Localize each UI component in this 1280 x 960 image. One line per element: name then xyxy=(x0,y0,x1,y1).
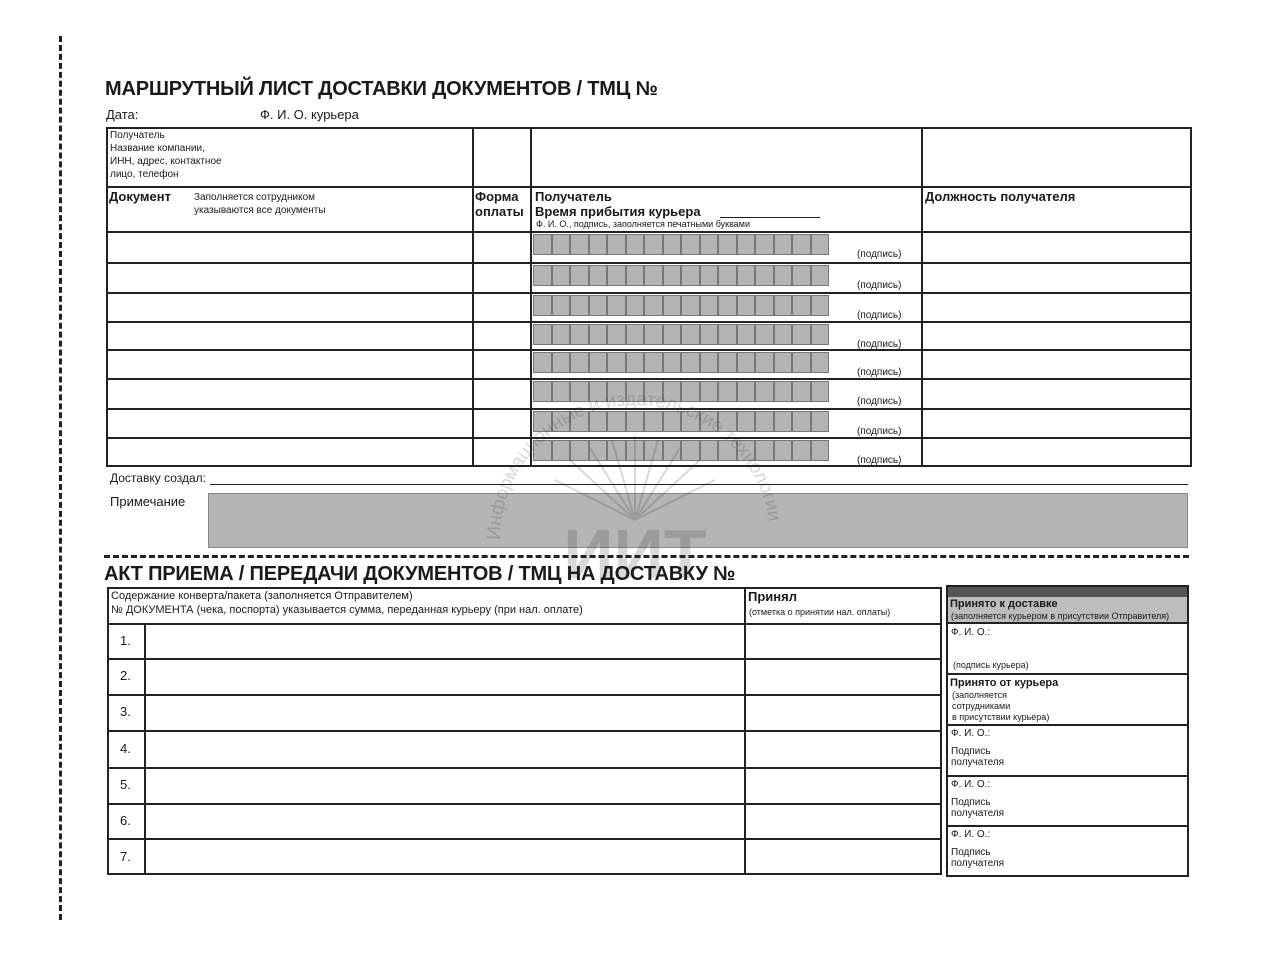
letter-cells-row[interactable] xyxy=(533,265,829,286)
signature-label: (подпись) xyxy=(857,455,902,466)
letter-cell[interactable] xyxy=(570,381,589,402)
letter-cell[interactable] xyxy=(607,295,626,316)
letter-cell[interactable] xyxy=(607,352,626,373)
letter-cell[interactable] xyxy=(755,234,774,255)
letter-cell[interactable] xyxy=(681,324,700,345)
letter-cell[interactable] xyxy=(811,411,830,432)
letter-cell[interactable] xyxy=(792,295,811,316)
letter-cell[interactable] xyxy=(533,295,552,316)
letter-cell[interactable] xyxy=(663,411,682,432)
letter-cell[interactable] xyxy=(663,324,682,345)
letter-cell[interactable] xyxy=(774,411,793,432)
letter-cell[interactable] xyxy=(718,234,737,255)
letter-cell[interactable] xyxy=(570,440,589,461)
signature-label: (подпись) xyxy=(857,280,902,291)
letter-cell[interactable] xyxy=(589,324,608,345)
letter-cell[interactable] xyxy=(626,324,645,345)
letter-cell[interactable] xyxy=(755,440,774,461)
letter-cell[interactable] xyxy=(644,295,663,316)
act-row-number: 3. xyxy=(120,704,131,719)
recipient-fio-label: Ф. И. О.: xyxy=(951,728,991,739)
letter-cell[interactable] xyxy=(552,295,571,316)
date-label: Дата: xyxy=(106,107,139,122)
letter-cell[interactable] xyxy=(607,324,626,345)
letter-cell[interactable] xyxy=(570,324,589,345)
col-payment: Форма оплаты xyxy=(475,189,524,219)
signature-label: (подпись) xyxy=(857,426,902,437)
letter-cell[interactable] xyxy=(533,324,552,345)
accepted-for-delivery: Принято к доставке xyxy=(950,598,1058,610)
sender-info: Получатель Название компании, ИНН, адрес, контактное лицо, телефон xyxy=(110,130,222,180)
letter-cell[interactable] xyxy=(774,295,793,316)
letter-cell[interactable] xyxy=(533,440,552,461)
recipient-fio-label: Ф. И. О.: xyxy=(951,829,991,840)
courier-label: Ф. И. О. курьера xyxy=(260,107,359,122)
letter-cell[interactable] xyxy=(792,411,811,432)
letter-cell[interactable] xyxy=(533,381,552,402)
letter-cell[interactable] xyxy=(681,352,700,373)
route-sheet-title: МАРШРУТНЫЙ ЛИСТ ДОСТАВКИ ДОКУМЕНТОВ / ТМЦ № xyxy=(105,78,658,100)
act-row-number: 6. xyxy=(120,812,131,828)
letter-cell[interactable] xyxy=(626,265,645,286)
letter-cell[interactable] xyxy=(792,234,811,255)
signature-label: (подпись) xyxy=(857,367,902,378)
letter-cell[interactable] xyxy=(700,234,719,255)
letter-cell[interactable] xyxy=(792,352,811,373)
letter-cell[interactable] xyxy=(626,234,645,255)
letter-cell[interactable] xyxy=(792,265,811,286)
col-document: Документ xyxy=(109,189,171,204)
letter-cell[interactable] xyxy=(700,352,719,373)
col-document-note: Заполняется сотрудником указываются все документы xyxy=(194,192,326,216)
letter-cell[interactable] xyxy=(589,295,608,316)
act-row-number: 7. xyxy=(120,848,131,864)
letter-cell[interactable] xyxy=(700,381,719,402)
letter-cell[interactable] xyxy=(626,352,645,373)
act-row-number: 1. xyxy=(120,632,131,648)
content-header-2: № ДОКУМЕНТА (чека, поспорта) указывается сумма, переданная курьеру (при нал. оплате) xyxy=(111,604,583,616)
letter-cell[interactable] xyxy=(644,352,663,373)
letter-cells-row[interactable] xyxy=(533,295,829,316)
letter-cell[interactable] xyxy=(737,440,756,461)
letter-cell[interactable] xyxy=(700,324,719,345)
letter-cell[interactable] xyxy=(811,324,830,345)
letter-cell[interactable] xyxy=(589,440,608,461)
tear-line xyxy=(104,555,1189,558)
letter-cell[interactable] xyxy=(737,352,756,373)
letter-cell[interactable] xyxy=(607,265,626,286)
act-row-number: 4. xyxy=(120,740,131,756)
letter-cell[interactable] xyxy=(811,234,830,255)
letter-cell[interactable] xyxy=(570,265,589,286)
letter-cell[interactable] xyxy=(552,381,571,402)
letter-cell[interactable] xyxy=(589,234,608,255)
letter-cell[interactable] xyxy=(607,440,626,461)
letter-cell[interactable] xyxy=(718,381,737,402)
letter-cell[interactable] xyxy=(737,411,756,432)
act-row-number: 5. xyxy=(120,777,131,792)
accepted-note: (отметка о принятии нал. оплаты) xyxy=(749,607,891,617)
letter-cell[interactable] xyxy=(774,324,793,345)
letter-cell[interactable] xyxy=(644,324,663,345)
note-label: Примечание xyxy=(110,494,186,509)
content-header-1: Содержание конверта/пакета (заполняется Отправителем) xyxy=(111,590,413,602)
col-recipient: Получатель xyxy=(535,189,612,204)
signature-label: (подпись) xyxy=(857,339,902,350)
letter-cell[interactable] xyxy=(552,440,571,461)
letter-cell[interactable] xyxy=(644,440,663,461)
letter-cell[interactable] xyxy=(663,265,682,286)
letter-cell[interactable] xyxy=(755,324,774,345)
letter-cell[interactable] xyxy=(681,265,700,286)
letter-cell[interactable] xyxy=(533,352,552,373)
letter-cell[interactable] xyxy=(774,265,793,286)
letter-cell[interactable] xyxy=(681,440,700,461)
letter-cell[interactable] xyxy=(570,411,589,432)
letter-cell[interactable] xyxy=(552,352,571,373)
signature-label: (подпись) xyxy=(857,396,902,407)
letter-cell[interactable] xyxy=(681,381,700,402)
act-row-number: 2. xyxy=(120,668,131,683)
courier-fio-label: Ф. И. О.: xyxy=(951,627,991,638)
accepted-from-courier: Принято от курьера xyxy=(950,677,1059,689)
letter-cell[interactable] xyxy=(570,295,589,316)
letter-cell[interactable] xyxy=(681,295,700,316)
act-title: АКТ ПРИЕМА / ПЕРЕДАЧИ ДОКУМЕНТОВ / ТМЦ НА ДОСТАВКУ № xyxy=(104,563,736,585)
signature-label: (подпись) xyxy=(857,249,902,260)
letter-cell[interactable] xyxy=(700,440,719,461)
letter-cell[interactable] xyxy=(718,440,737,461)
cut-line xyxy=(59,36,62,920)
letter-cell[interactable] xyxy=(663,352,682,373)
note-field[interactable] xyxy=(208,493,1188,548)
letter-cell[interactable] xyxy=(644,411,663,432)
letter-cell[interactable] xyxy=(792,440,811,461)
letter-cell[interactable] xyxy=(589,265,608,286)
letter-cell[interactable] xyxy=(700,411,719,432)
letter-cell[interactable] xyxy=(552,265,571,286)
letter-cell[interactable] xyxy=(663,381,682,402)
letter-cell[interactable] xyxy=(811,352,830,373)
col-position: Должность получателя xyxy=(925,189,1076,204)
letter-cell[interactable] xyxy=(663,440,682,461)
letter-cell[interactable] xyxy=(644,381,663,402)
letter-cell[interactable] xyxy=(700,295,719,316)
accepted-header: Принял xyxy=(748,589,797,604)
recipient-fio-label: Ф. И. О.: xyxy=(951,779,991,790)
recipient-signature-label: Подпись получателя xyxy=(951,746,1005,768)
letter-cell[interactable] xyxy=(718,265,737,286)
letter-cell[interactable] xyxy=(589,352,608,373)
letter-cell[interactable] xyxy=(718,295,737,316)
courier-signature-label: (подпись курьера) xyxy=(953,660,1029,670)
letter-cell[interactable] xyxy=(737,324,756,345)
letter-cell[interactable] xyxy=(626,381,645,402)
letter-cell[interactable] xyxy=(607,411,626,432)
letter-cell[interactable] xyxy=(811,265,830,286)
accepted-from-courier-note: (заполняется сотрудниками в присутствии курьера) xyxy=(952,690,1050,722)
letter-cell[interactable] xyxy=(755,295,774,316)
letter-cell[interactable] xyxy=(644,234,663,255)
letter-cells-row[interactable] xyxy=(533,381,829,402)
letter-cell[interactable] xyxy=(663,295,682,316)
letter-cell[interactable] xyxy=(755,352,774,373)
letter-cell[interactable] xyxy=(774,234,793,255)
letter-cell[interactable] xyxy=(811,440,830,461)
letter-cell[interactable] xyxy=(663,234,682,255)
letter-cells-row[interactable] xyxy=(533,440,829,461)
letter-cell[interactable] xyxy=(607,234,626,255)
letter-cell[interactable] xyxy=(755,265,774,286)
letter-cells-row[interactable] xyxy=(533,324,829,345)
letter-cell[interactable] xyxy=(792,324,811,345)
accepted-for-delivery-note: (заполняется курьером в присутствии Отправителя) xyxy=(951,611,1170,621)
letter-cell[interactable] xyxy=(533,234,552,255)
letter-cell[interactable] xyxy=(552,234,571,255)
letter-cell[interactable] xyxy=(737,265,756,286)
recipient-signature-label: Подпись получателя xyxy=(951,797,1005,819)
col-recipient-note: Ф. И. О., подпись, заполняется печатными буквами xyxy=(536,219,750,229)
letter-cell[interactable] xyxy=(626,295,645,316)
letter-cell[interactable] xyxy=(737,381,756,402)
letter-cell[interactable] xyxy=(718,352,737,373)
letter-cell[interactable] xyxy=(774,352,793,373)
letter-cell[interactable] xyxy=(607,381,626,402)
letter-cell[interactable] xyxy=(552,411,571,432)
letter-cell[interactable] xyxy=(552,324,571,345)
letter-cell[interactable] xyxy=(811,381,830,402)
letter-cell[interactable] xyxy=(811,295,830,316)
signature-label: (подпись) xyxy=(857,310,902,321)
letter-cells-row[interactable] xyxy=(533,411,829,432)
letter-cell[interactable] xyxy=(755,381,774,402)
letter-cell[interactable] xyxy=(570,352,589,373)
letter-cell[interactable] xyxy=(570,234,589,255)
letter-cell[interactable] xyxy=(533,411,552,432)
letter-cells-row[interactable] xyxy=(533,234,829,255)
letter-cell[interactable] xyxy=(589,381,608,402)
created-by-line[interactable] xyxy=(210,484,1188,485)
svg-text:Информационные и издательские: рмацио и ль т оло xyxy=(494,392,778,497)
letter-cell[interactable] xyxy=(718,324,737,345)
letter-cell[interactable] xyxy=(737,234,756,255)
recipient-signature-label: Подпись получателя xyxy=(951,847,1005,869)
side-panel-top-bar xyxy=(948,587,1187,597)
arrival-line xyxy=(720,217,820,218)
letter-cell[interactable] xyxy=(700,265,719,286)
letter-cell[interactable] xyxy=(626,411,645,432)
letter-cell[interactable] xyxy=(533,265,552,286)
letter-cell[interactable] xyxy=(737,295,756,316)
letter-cell[interactable] xyxy=(626,440,645,461)
created-by-label: Доставку создал: xyxy=(110,471,206,485)
letter-cell[interactable] xyxy=(774,381,793,402)
col-arrival: Время прибытия курьера xyxy=(535,204,701,219)
letter-cell[interactable] xyxy=(792,381,811,402)
letter-cells-row[interactable] xyxy=(533,352,829,373)
letter-cell[interactable] xyxy=(644,265,663,286)
letter-cell[interactable] xyxy=(755,411,774,432)
letter-cell[interactable] xyxy=(589,411,608,432)
letter-cell[interactable] xyxy=(718,411,737,432)
letter-cell[interactable] xyxy=(774,440,793,461)
letter-cell[interactable] xyxy=(681,234,700,255)
letter-cell[interactable] xyxy=(681,411,700,432)
